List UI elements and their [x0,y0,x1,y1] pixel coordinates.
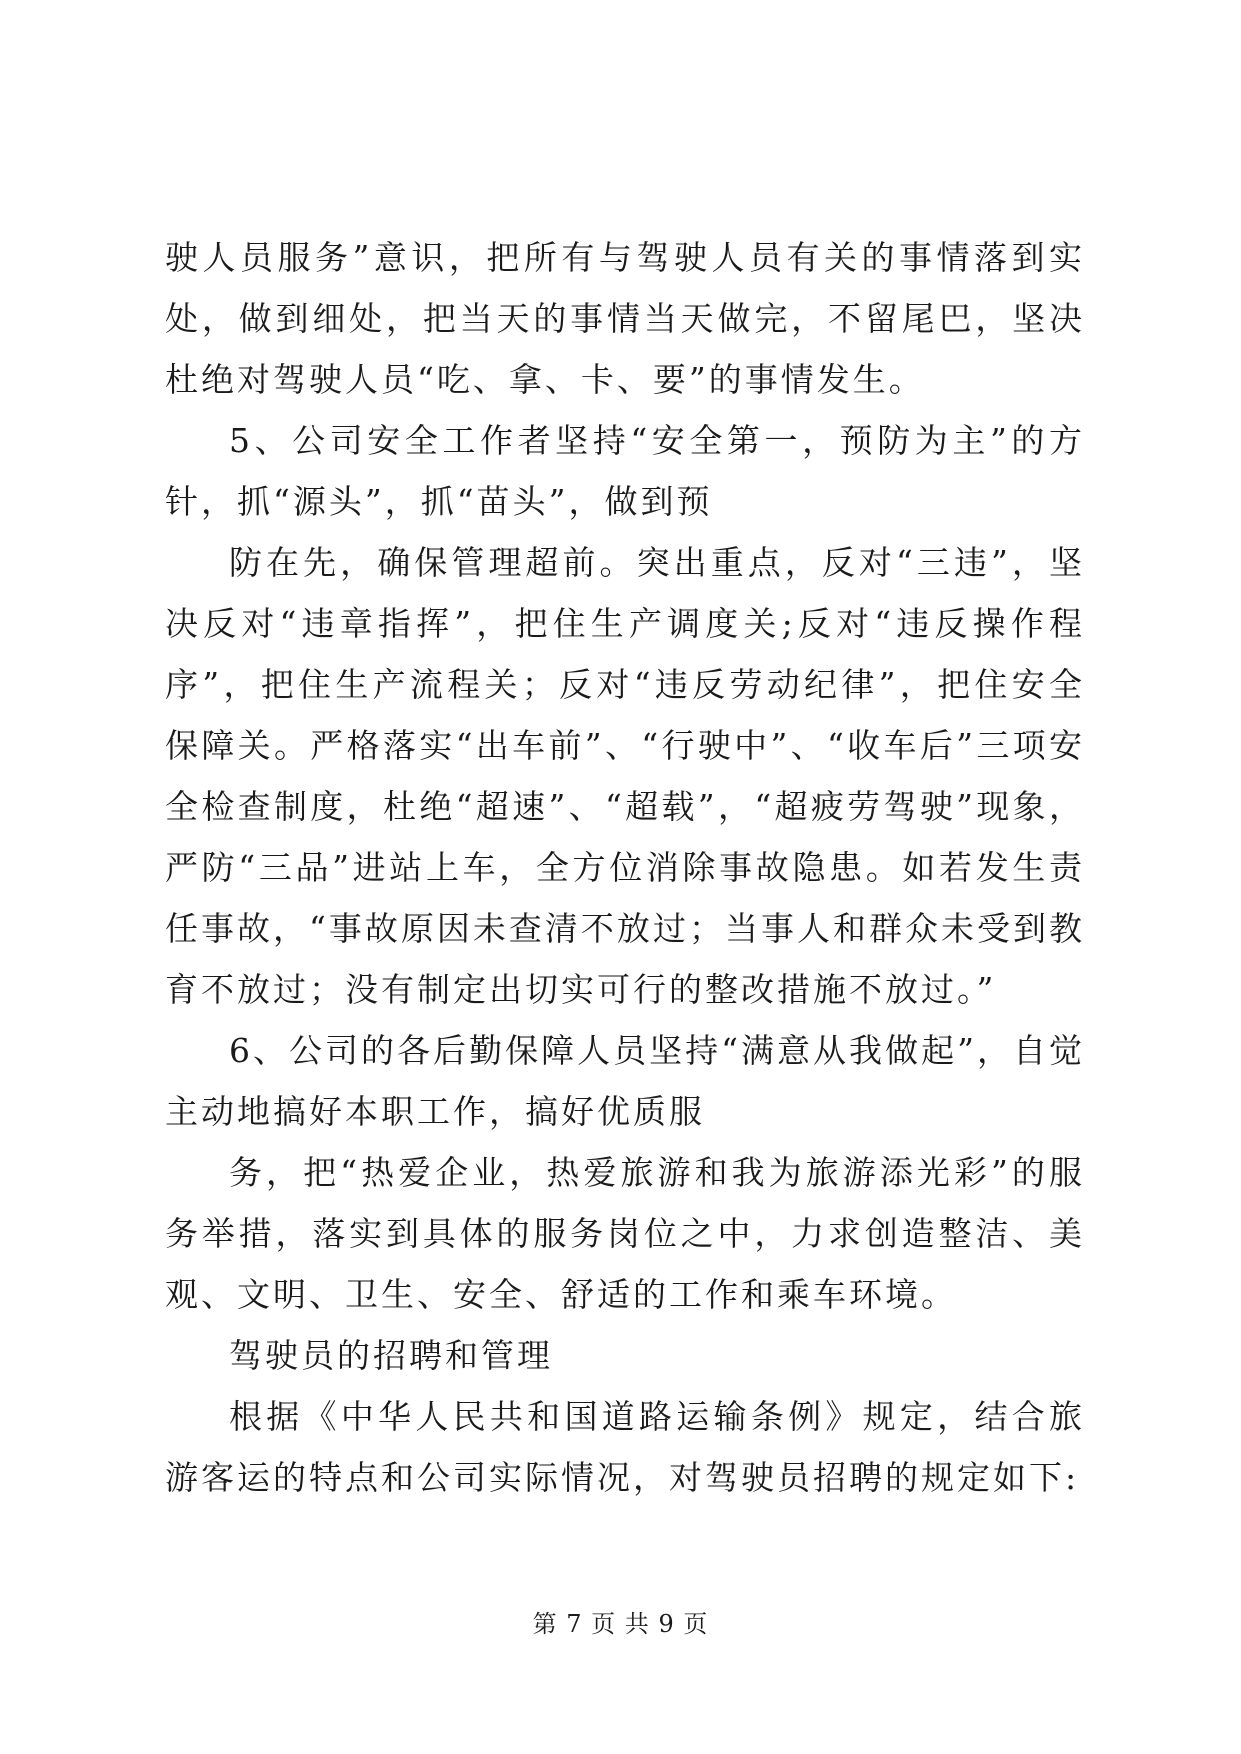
section-heading-driver-recruitment: 驾驶员的招聘和管理 [229,1336,553,1375]
page-number-footer: 第 7 页 共 9 页 [532,1610,709,1638]
paragraph-item-5-intro: 5、公司安全工作者坚持“安全第一，预防为主”的方针，抓“源头”，抓“苗头”，做到预 [165,421,1085,521]
paragraph-item-6-body: 务，把“热爱企业，热爱旅游和我为旅游添光彩”的服务举措，落实到具体的服务岗位之中，力求创造整洁、美观、文明、卫生、安全、舒适的工作和乘车环境。 [165,1153,1085,1314]
paragraph-item-5-body: 防在先，确保管理超前。突出重点，反对“三违”，坚决反对“违章指挥”，把住生产调度关;反对“违反操作程序”，把住生产流程关；反对“违反劳动纪律”，把住安全保障关。严格落实“出车前”、“行驶中”、“收车后”三项安全检查制度，杜绝“超速”、“超载”，“超疲劳驾驶”现象，严防“三品”进站上车，全方位消除事故隐患。如若发生责任事故，“事故原因未查清不放过；当事人和群众未受到教育不放过；没有制定出切实可行的整改措施不放过。” [165,543,1085,1009]
paragraph-continuation: 驶人员服务”意识，把所有与驾驶人员有关的事情落到实处，做到细处，把当天的事情当天做完，不留尾巴，坚决杜绝对驾驶人员“吃、拿、卡、要”的事情发生。 [165,238,1085,399]
document-body [165,227,1085,1508]
paragraph-recruitment-rules: 根据《中华人民共和国道路运输条例》规定，结合旅游客运的特点和公司实际情况，对驾驶员招聘的规定如下: [165,1397,1085,1497]
paragraph-item-6-intro: 6、公司的各后勤保障人员坚持“满意从我做起”，自觉主动地搞好本职工作，搞好优质服 [165,1031,1085,1131]
